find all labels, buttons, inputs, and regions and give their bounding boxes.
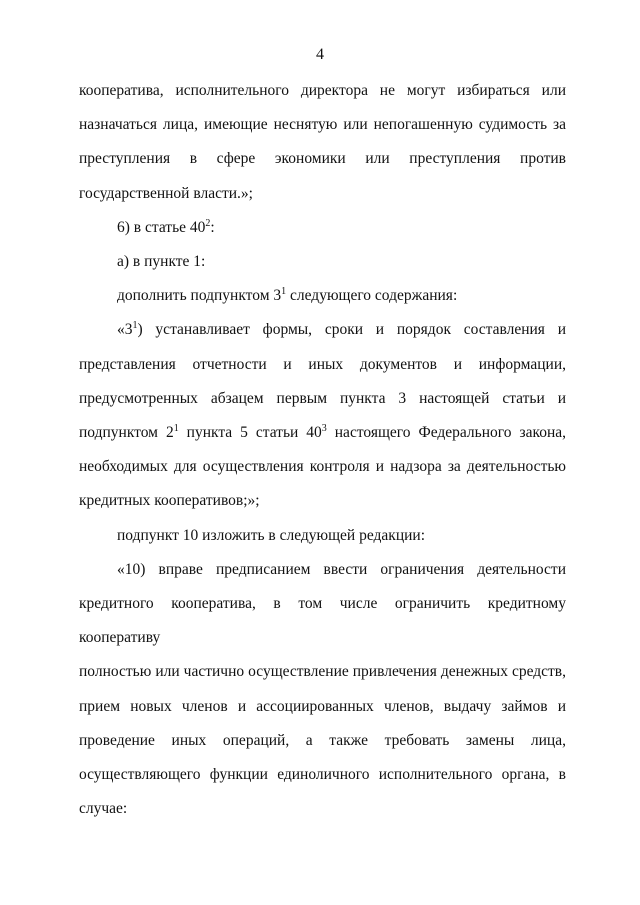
text-line: необходимых для осуществления контроля и надзора за деятельностью	[79, 458, 566, 476]
text-line: проведение иных операций, а также требовать замены лица,	[79, 731, 566, 749]
text-line: подпунктом $2^1$ пункта 5 статьи $40^3$ настоящего Федерального закона,	[79, 423, 567, 442]
text-line: случае:	[79, 800, 128, 818]
text-line: предусмотренных абзацем первым пункта 3 настоящей статьи и	[79, 389, 566, 407]
text-line: осуществляющего функции единоличного исполнительного органа, в	[79, 766, 566, 784]
text-line: кооператива, исполнительного директора не могут избираться или	[79, 82, 566, 99]
text-line: «$3^1$) устанавливает формы, сроки и порядок составления и	[117, 320, 566, 339]
text-line: а) в пункте 1:	[117, 253, 206, 271]
document-body	[79, 74, 566, 826]
text-line: государственной власти.»;	[79, 184, 253, 202]
text-line: дополнить подпунктом $3^1$ следующего содержания:	[117, 286, 458, 305]
text-line: прием новых членов и ассоциированных членов, выдачу займов и	[79, 697, 566, 715]
text-line: 6) в статье $40^2$:	[117, 217, 215, 236]
text-line: назначаться лица, имеющие неснятую или непогашенную судимость за	[79, 116, 566, 134]
text-line: «10) вправе предписанием ввести ограничения деятельности	[117, 560, 566, 578]
text-line: преступления в сфере экономики или преступления против	[79, 150, 566, 168]
text-line: кредитных кооперативов;»;	[79, 492, 260, 510]
text-line: полностью или частично осуществление привлечения денежных средств,	[79, 663, 566, 681]
text-line: кредитного кооператива, в том числе ограничить кредитному кооперативу	[79, 595, 566, 647]
page-number: 4	[316, 46, 324, 63]
text-line: подпункт 10 изложить в следующей редакции:	[117, 526, 426, 544]
text-line: представления отчетности и иных документов и информации,	[79, 355, 566, 373]
